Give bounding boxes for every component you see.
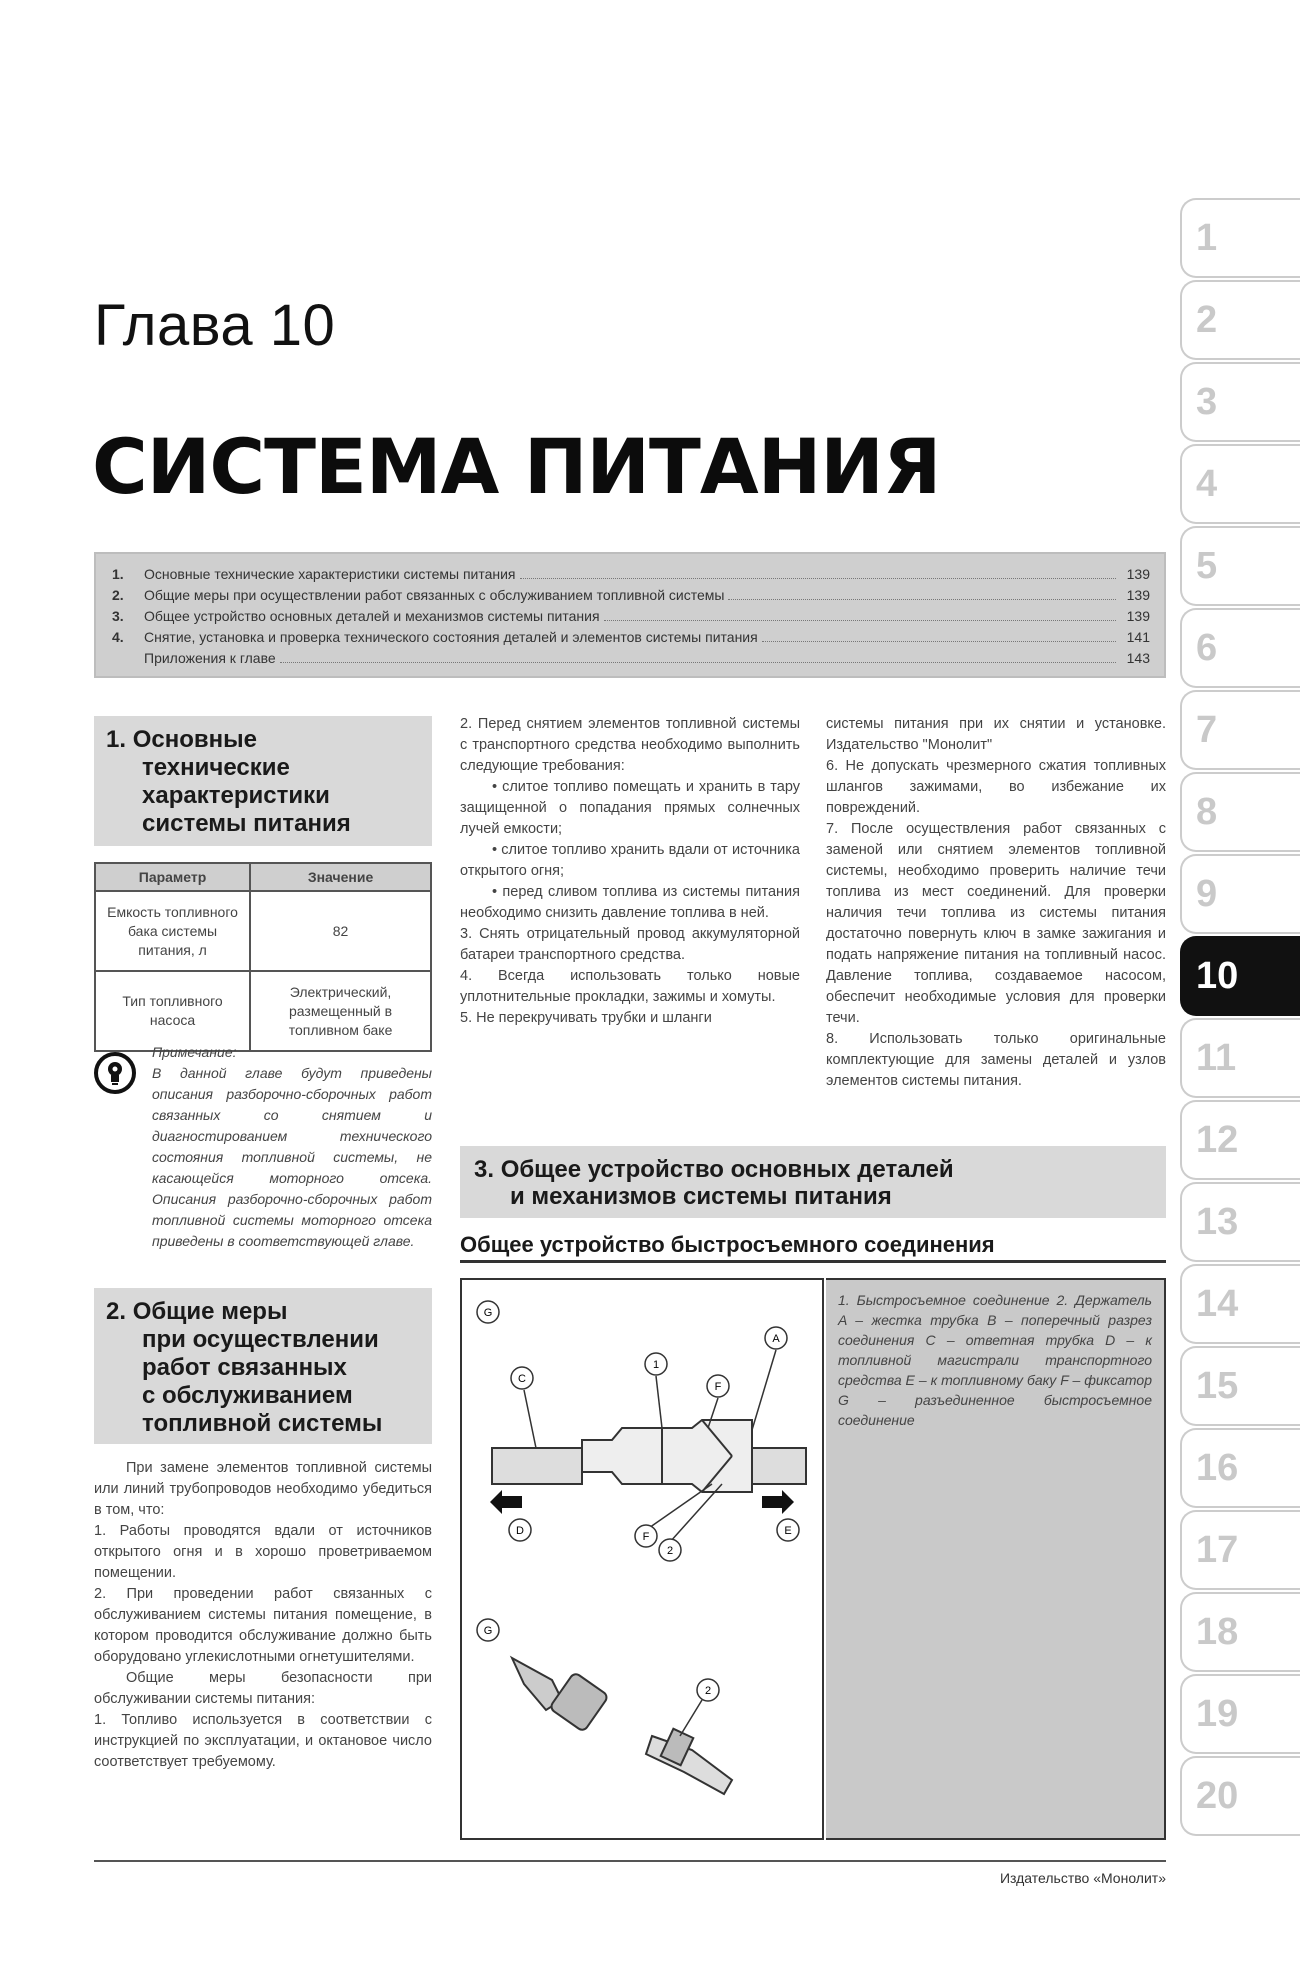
callout-label: G <box>483 1625 493 1637</box>
leader-line <box>752 1350 776 1430</box>
table-cell: 82 <box>250 891 431 971</box>
note-text: В данной главе будут приведены описания разборочно-сборочных работ связанных со снятием и диагностированием технического состояния топливной системы, не касающейся моторного отсека. Описания разборочно-сборочных работ топливной системы моторного отсека приведены в соответствующей главе. <box>152 1065 432 1249</box>
paragraph: 1. Работы проводятся вдали от источников открытого огня и в хорошо проветриваемом помещении. <box>94 1523 432 1581</box>
toc-page: 139 <box>1126 587 1150 603</box>
callout-C <box>511 1367 533 1389</box>
tab-chapter-5[interactable]: 5 <box>1180 526 1300 606</box>
paragraph: 1. Топливо используется в соответствии с инструкцией по эксплуатации, и октановое число соответствует требуемому. <box>94 1712 432 1770</box>
section-1-title-line: Основные <box>132 726 257 753</box>
paragraph: 3. Снять отрицательный провод аккумуляторной батареи транспортного средства. <box>460 926 800 963</box>
section-2-number: 2. <box>106 1298 127 1325</box>
table-cell: Электрический, размещенный в топливном баке <box>250 971 431 1051</box>
chapter-label: Глава 10 <box>94 293 336 358</box>
paragraph: Общие меры безопасности при обслуживании системы питания: <box>94 1670 432 1707</box>
toc-text: Общие меры при осуществлении работ связанных с обслуживанием топливной системы <box>144 587 725 603</box>
paragraph: 2. Перед снятием элементов топливной системы с транспортного средства необходимо выполнить следующие требования: <box>460 716 800 774</box>
paragraph: При замене элементов топливной системы или линий трубопроводов необходимо убедиться в том, что: <box>94 1460 432 1518</box>
section-3-title-line: и механизмов системы питания <box>510 1183 892 1210</box>
tab-chapter-1[interactable]: 1 <box>1180 198 1300 278</box>
paragraph: 5. Не перекручивать трубки и шланги <box>460 1010 712 1026</box>
section-3-heading <box>460 1146 1166 1218</box>
callout-F <box>707 1375 729 1397</box>
tab-chapter-10[interactable]: 10 <box>1180 936 1300 1016</box>
toc-page: 139 <box>1126 566 1150 582</box>
leader-line <box>680 1700 702 1736</box>
callout-1 <box>645 1353 667 1375</box>
section-2-title-line: с обслуживанием <box>142 1382 353 1409</box>
toc-page: 139 <box>1126 608 1150 624</box>
chapter-tabs <box>1180 198 1300 1838</box>
table-of-contents <box>94 552 1166 678</box>
bullet-item: • слитое топливо помещать и хранить в тару защищенной о попадания прямых солнечных лучей емкости; <box>460 779 800 837</box>
callout-2 <box>697 1679 719 1701</box>
bullet-item: • слитое топливо хранить вдали от источника открытого огня; <box>460 842 800 879</box>
parameters-table <box>94 862 432 1052</box>
toc-entry[interactable] <box>112 648 1150 669</box>
tab-chapter-8[interactable]: 8 <box>1180 772 1300 852</box>
section-1-number: 1. <box>106 726 127 753</box>
leader-line <box>524 1390 536 1448</box>
callout-label: F <box>714 1381 722 1393</box>
toc-text: Общее устройство основных деталей и механизмов системы питания <box>144 608 600 624</box>
tab-chapter-11[interactable]: 11 <box>1180 1018 1300 1098</box>
paragraph: 7. После осуществления работ связанных с заменой или снятием элементов топливной системы, необходимо проверить наличие течи топлива из мест соединений. Для проверки наличия течи топлива из системы питания достаточно повернуть ключ в замке зажигания и подать напряжение питания на топливный насос. Давление топлива, создаваемое насосом, обеспечит необходимые условия для проверки течи. <box>826 821 1166 1026</box>
section-1-title-line: системы питания <box>142 810 351 837</box>
callout-label: 1 <box>652 1359 660 1371</box>
leader-line <box>656 1376 662 1428</box>
toc-leader <box>604 606 1116 621</box>
rigid-tube <box>752 1448 806 1484</box>
tab-chapter-17[interactable]: 17 <box>1180 1510 1300 1590</box>
toc-text: Снятие, установка и проверка технического состояния деталей и элементов системы питания <box>144 629 758 645</box>
section-3-title-line: Общее устройство основных деталей <box>500 1156 954 1183</box>
tab-chapter-7[interactable]: 7 <box>1180 690 1300 770</box>
connector-body <box>582 1420 752 1492</box>
toc-entry[interactable] <box>112 564 1150 585</box>
table-row <box>95 891 431 971</box>
callout-label: 2 <box>666 1545 674 1557</box>
table-header: Значение <box>250 863 431 891</box>
table-cell: Тип топливного насоса <box>95 971 250 1051</box>
tab-chapter-18[interactable]: 18 <box>1180 1592 1300 1672</box>
toc-number <box>112 648 144 669</box>
table-cell: Емкость топливного бака системы питания, л <box>95 891 250 971</box>
arrow-right-icon <box>762 1490 794 1514</box>
toc-leader <box>280 648 1116 663</box>
tab-chapter-3[interactable]: 3 <box>1180 362 1300 442</box>
tab-chapter-12[interactable]: 12 <box>1180 1100 1300 1180</box>
note-block <box>94 1042 432 1252</box>
tab-chapter-16[interactable]: 16 <box>1180 1428 1300 1508</box>
tab-chapter-13[interactable]: 13 <box>1180 1182 1300 1262</box>
figure-title: Общее устройство быстросъемного соединения <box>460 1232 1166 1263</box>
section-2-title-line: при осуществлении <box>142 1326 379 1353</box>
figure-legend: 1. Быстросъемное соединение 2. Держатель A – жестка трубка B – поперечный разрез соединения C – ответная трубка D – к топливной магистрали транспортного средства E – к топливному баку F – фиксатор G – разъединенное быстросъемное соединение <box>826 1278 1166 1840</box>
toc-number: 2. <box>112 587 124 603</box>
paragraph: 8. Использовать только оригинальные комплектующие для замены деталей и узлов элементов системы питания. <box>826 1031 1166 1089</box>
tab-chapter-6[interactable]: 6 <box>1180 608 1300 688</box>
chapter-title: СИСТЕМА ПИТАНИЯ <box>92 422 941 511</box>
toc-leader <box>520 564 1116 579</box>
callout-label: F <box>642 1531 650 1543</box>
tab-chapter-14[interactable]: 14 <box>1180 1264 1300 1344</box>
section-2-title-line: Общие меры <box>132 1298 288 1325</box>
paragraph: 6. Не допускать чрезмерного сжатия топливных шлангов зажимами, во избежание их повреждений. <box>826 758 1166 816</box>
diagram-svg <box>462 1280 822 1838</box>
callout-label: A <box>772 1333 780 1345</box>
section-2-title-line: работ связанных <box>142 1354 347 1381</box>
toc-number: 1. <box>112 566 124 582</box>
bullet-item: • перед сливом топлива из системы питания необходимо снизить давление топлива в ней. <box>460 884 800 921</box>
table-header-row <box>95 863 431 891</box>
paragraph: системы питания при их снятии и установке. Издательство "Монолит" <box>826 716 1166 753</box>
toc-entry[interactable] <box>112 627 1150 648</box>
toc-leader <box>728 585 1116 600</box>
table-header: Параметр <box>95 863 250 891</box>
paragraph: 2. При проведении работ связанных с обслуживанием системы питания помещение, в котором проводится обслуживание должно быть оборудовано углекислотными огнетушителями. <box>94 1586 432 1665</box>
toc-entry[interactable] <box>112 585 1150 606</box>
callout-label: E <box>784 1525 792 1537</box>
callout-G <box>477 1301 499 1323</box>
toc-text: Приложения к главе <box>144 650 276 666</box>
tab-chapter-4[interactable]: 4 <box>1180 444 1300 524</box>
callout-F <box>635 1525 657 1547</box>
callout-label: 2 <box>704 1685 712 1697</box>
toc-page: 143 <box>1126 650 1150 666</box>
section-1-title-line: технические <box>142 754 290 781</box>
section-2-title-line: топливной системы <box>142 1410 383 1437</box>
callout-E <box>777 1519 799 1541</box>
callout-D <box>509 1519 531 1541</box>
footer-divider <box>94 1860 1166 1862</box>
callout-2 <box>659 1539 681 1561</box>
section-3-number: 3. <box>474 1156 495 1183</box>
section-2-body <box>94 1458 432 1773</box>
callout-label: C <box>518 1373 526 1385</box>
tab-chapter-9[interactable]: 9 <box>1180 854 1300 934</box>
publisher-footer: Издательство «Монолит» <box>999 1870 1166 1886</box>
toc-leader <box>762 627 1116 642</box>
column-3-body <box>826 714 1166 1092</box>
leader-line <box>670 1484 722 1542</box>
connector-head <box>549 1672 609 1732</box>
callout-G <box>477 1619 499 1641</box>
callout-A <box>765 1327 787 1349</box>
section-1-heading <box>94 716 432 846</box>
toc-page: 141 <box>1126 629 1150 645</box>
note-label: Примечание: <box>152 1044 237 1060</box>
column-2-body <box>460 714 800 1029</box>
callout-label: D <box>516 1525 524 1537</box>
section-2-heading <box>94 1288 432 1444</box>
quick-connector-diagram <box>460 1278 824 1840</box>
callout-label: G <box>483 1307 493 1319</box>
tab-chapter-15[interactable]: 15 <box>1180 1346 1300 1426</box>
mating-tube <box>492 1448 582 1484</box>
toc-entry[interactable] <box>112 606 1150 627</box>
arrow-left-icon <box>490 1490 522 1514</box>
tab-chapter-19[interactable]: 19 <box>1180 1674 1300 1754</box>
tab-chapter-20[interactable]: 20 <box>1180 1756 1300 1836</box>
toc-number: 4. <box>112 629 124 645</box>
paragraph: 4. Всегда использовать только новые уплотнительные прокладки, зажимы и хомуты. <box>460 968 800 1005</box>
toc-text: Основные технические характеристики системы питания <box>144 566 516 582</box>
table-row <box>95 971 431 1051</box>
toc-number: 3. <box>112 608 124 624</box>
section-1-title-line: характеристики <box>142 782 330 809</box>
tab-chapter-2[interactable]: 2 <box>1180 280 1300 360</box>
